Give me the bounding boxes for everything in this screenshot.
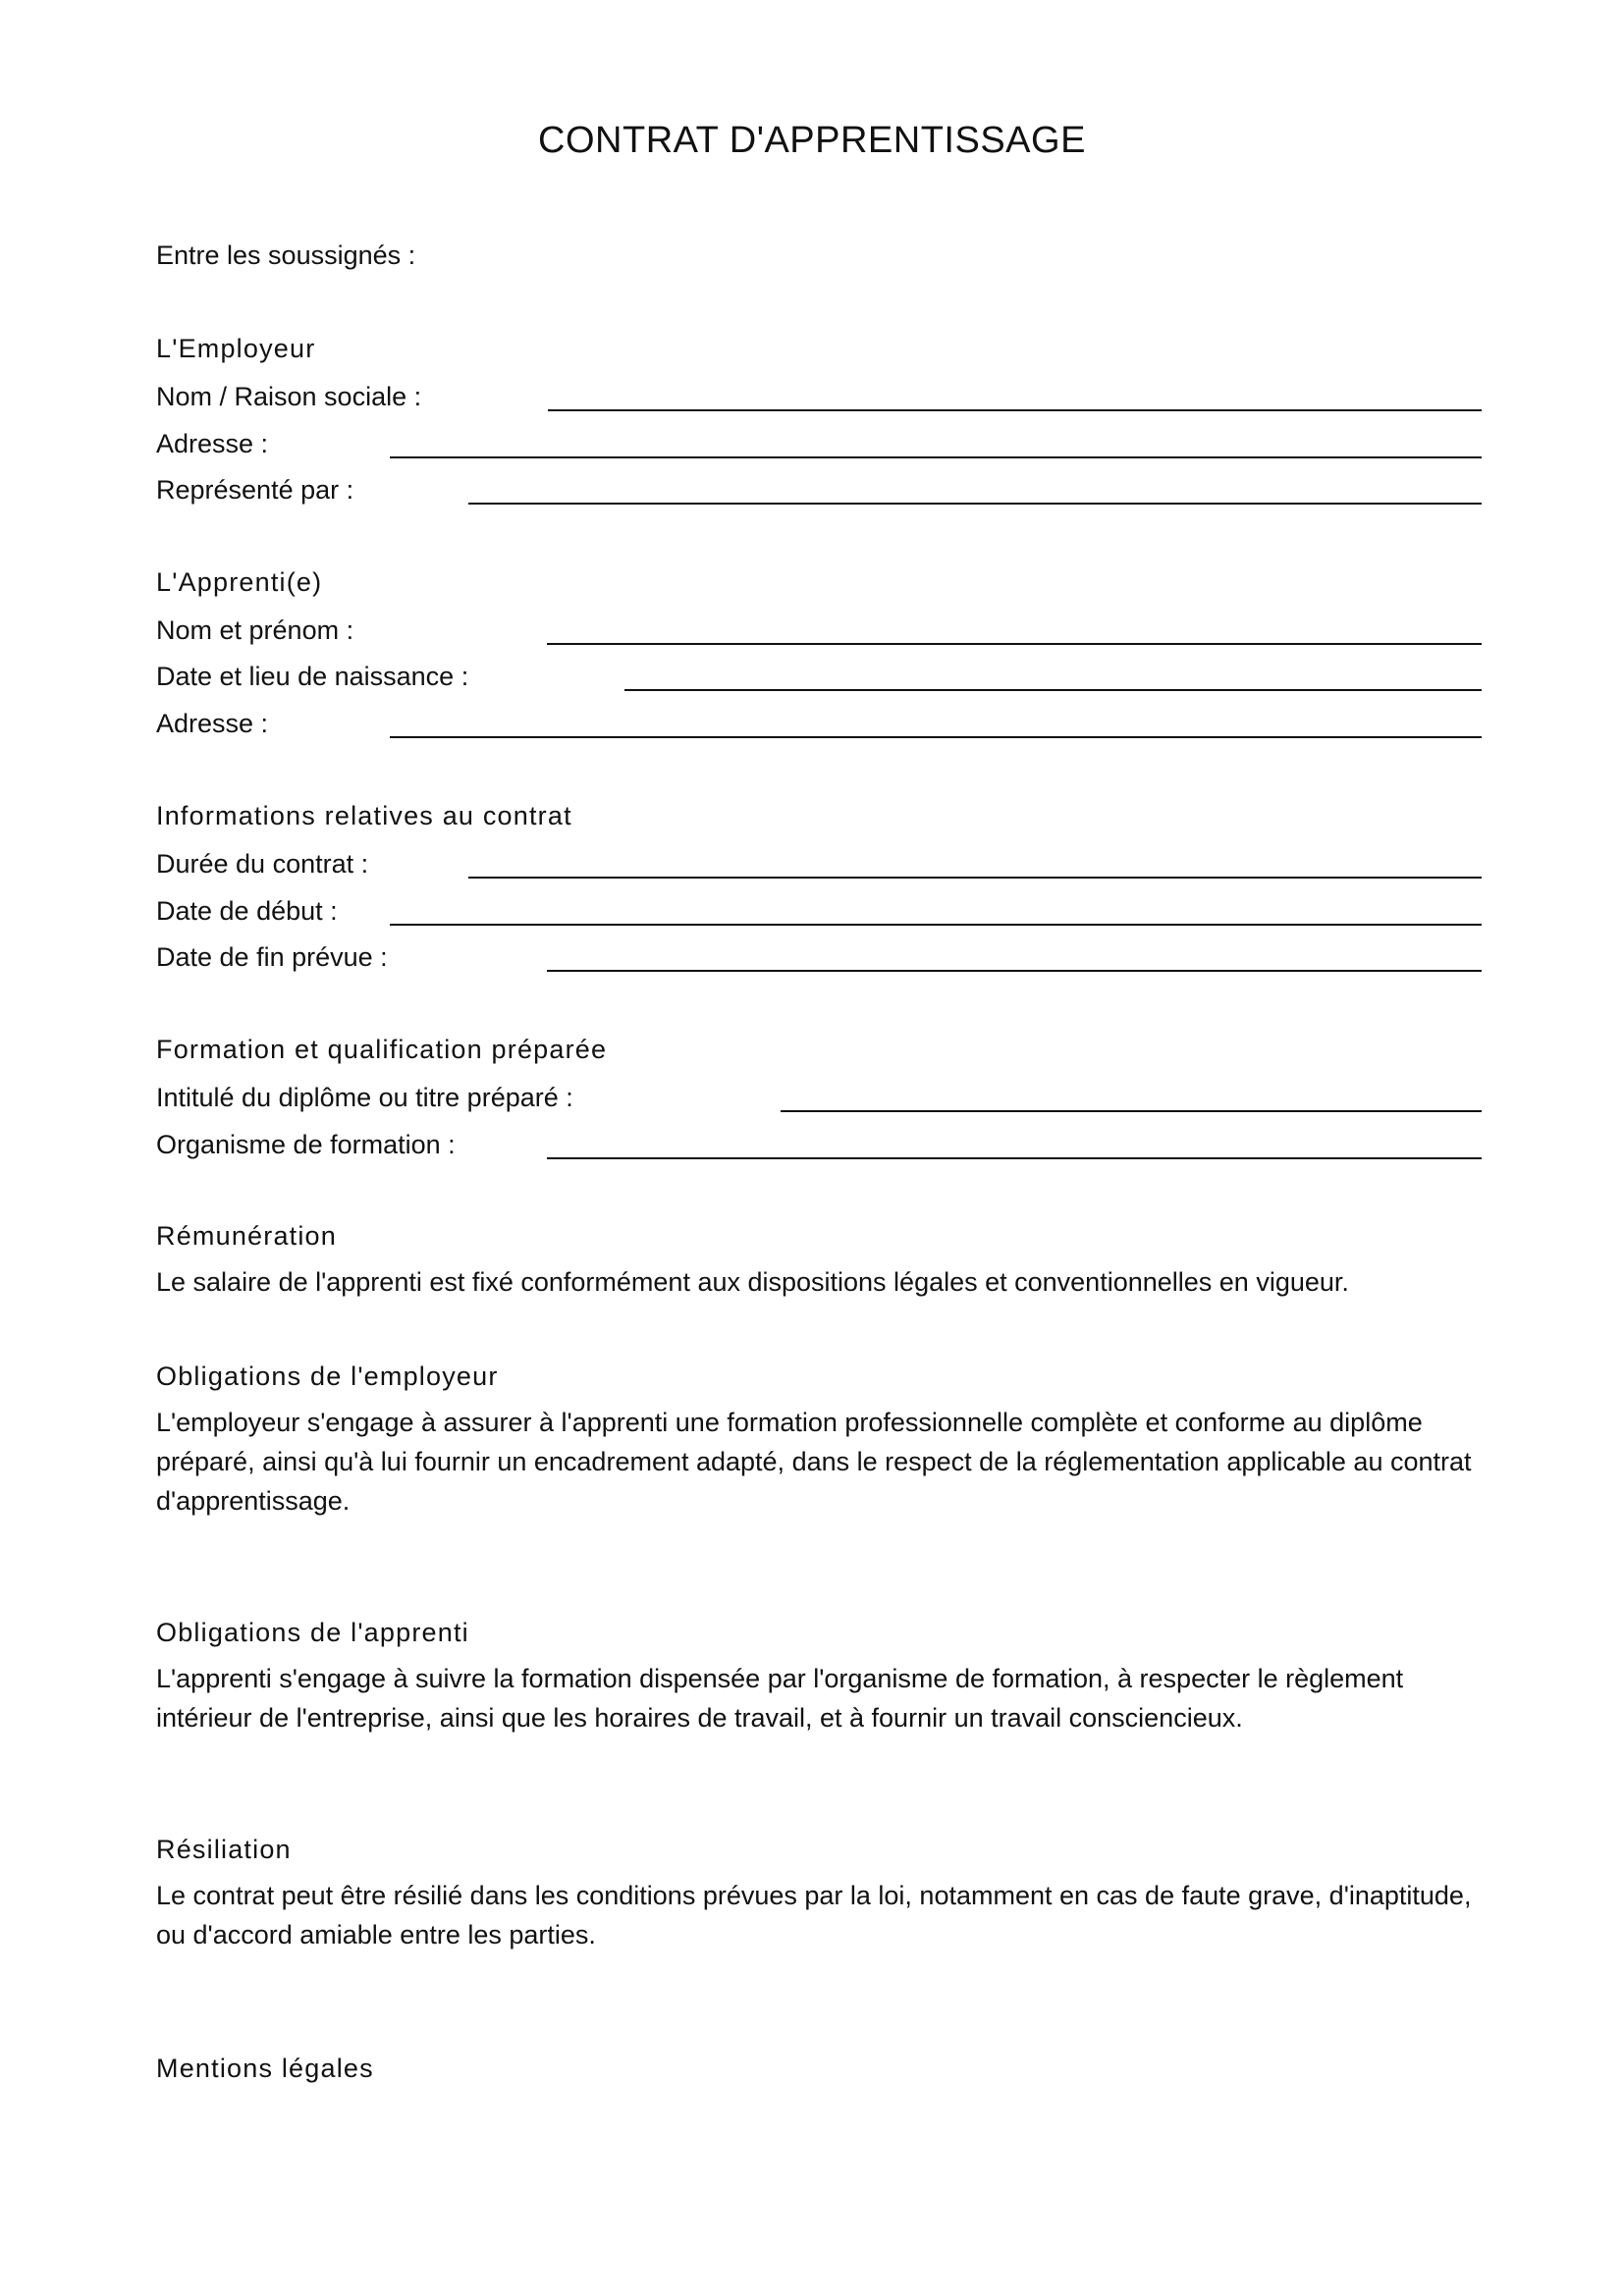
remuneration-heading: Rémunération (156, 1221, 337, 1251)
contract-duration-field (156, 844, 1482, 883)
contract-info-heading: Informations relatives au contrat (156, 801, 572, 830)
apprentice-obligations-heading: Obligations de l'apprenti (156, 1618, 469, 1647)
document-title: CONTRAT D'APPRENTISSAGE (538, 120, 1086, 161)
employer-representative-line[interactable] (468, 503, 1482, 505)
contract-duration-line[interactable] (468, 877, 1482, 879)
employer-name-label: Nom / Raison sociale : (156, 382, 422, 411)
apprentice-name-line[interactable] (547, 643, 1482, 645)
apprentice-name-label: Nom et prénom : (156, 615, 354, 645)
employer-name-field (156, 377, 1482, 416)
employer-address-field (156, 424, 1482, 463)
apprentice-name-field (156, 611, 1482, 650)
apprentice-birth-field (156, 657, 1482, 696)
contract-end-field (156, 937, 1482, 977)
employer-address-label: Adresse : (156, 429, 269, 458)
apprentice-birth-label: Date et lieu de naissance : (156, 662, 469, 691)
diploma-label: Intitulé du diplôme ou titre préparé : (156, 1083, 573, 1112)
training-organization-label: Organisme de formation : (156, 1130, 456, 1159)
apprentice-address-label: Adresse : (156, 709, 269, 738)
employer-heading: L'Employeur (156, 334, 316, 363)
training-heading: Formation et qualification préparée (156, 1035, 608, 1064)
legal-notices-heading: Mentions légales (156, 2054, 374, 2083)
contract-end-line[interactable] (547, 970, 1482, 972)
contract-end-label: Date de fin prévue : (156, 942, 388, 972)
termination-heading: Résiliation (156, 1835, 292, 1864)
intro-text: Entre les soussignés : (156, 240, 416, 270)
employer-name-line[interactable] (548, 409, 1482, 411)
diploma-field (156, 1078, 1482, 1117)
employer-obligations-heading: Obligations de l'employeur (156, 1362, 499, 1391)
contract-duration-label: Durée du contrat : (156, 849, 369, 879)
apprentice-heading: L'Apprenti(e) (156, 567, 323, 597)
apprentice-birth-line[interactable] (624, 689, 1482, 691)
apprentice-obligations-text: L'apprenti s'engage à suivre la formation dispensée par l'organisme de formation, à respecter le règlement intérieur de l'entreprise, ainsi que les horaires de travail, et à fournir un travail consciencieux. (156, 1664, 1404, 1733)
remuneration-text: Le salaire de l'apprenti est fixé conformément aux dispositions légales et conventionnelles en vigueur. (156, 1267, 1349, 1297)
training-organization-line[interactable] (547, 1157, 1482, 1159)
apprentice-address-field (156, 704, 1482, 743)
apprentice-address-line[interactable] (390, 736, 1482, 738)
contract-start-line[interactable] (390, 924, 1482, 926)
termination-text: Le contrat peut être résilié dans les conditions prévues par la loi, notamment en cas de faute grave, d'inaptitude, ou d'accord amiable entre les parties. (156, 1881, 1472, 1949)
contract-start-label: Date de début : (156, 896, 338, 926)
training-organization-field (156, 1125, 1482, 1164)
employer-representative-label: Représenté par : (156, 475, 354, 505)
employer-representative-field (156, 470, 1482, 509)
diploma-line[interactable] (781, 1110, 1482, 1112)
employer-obligations-text: L'employeur s'engage à assurer à l'apprenti une formation professionnelle complète et conforme au diplôme préparé, ainsi qu'à lui fournir un encadrement adapté, dans le respect de la réglementation applicable au contrat d'apprentissage. (156, 1408, 1472, 1516)
contract-start-field (156, 891, 1482, 931)
employer-address-line[interactable] (390, 456, 1482, 458)
